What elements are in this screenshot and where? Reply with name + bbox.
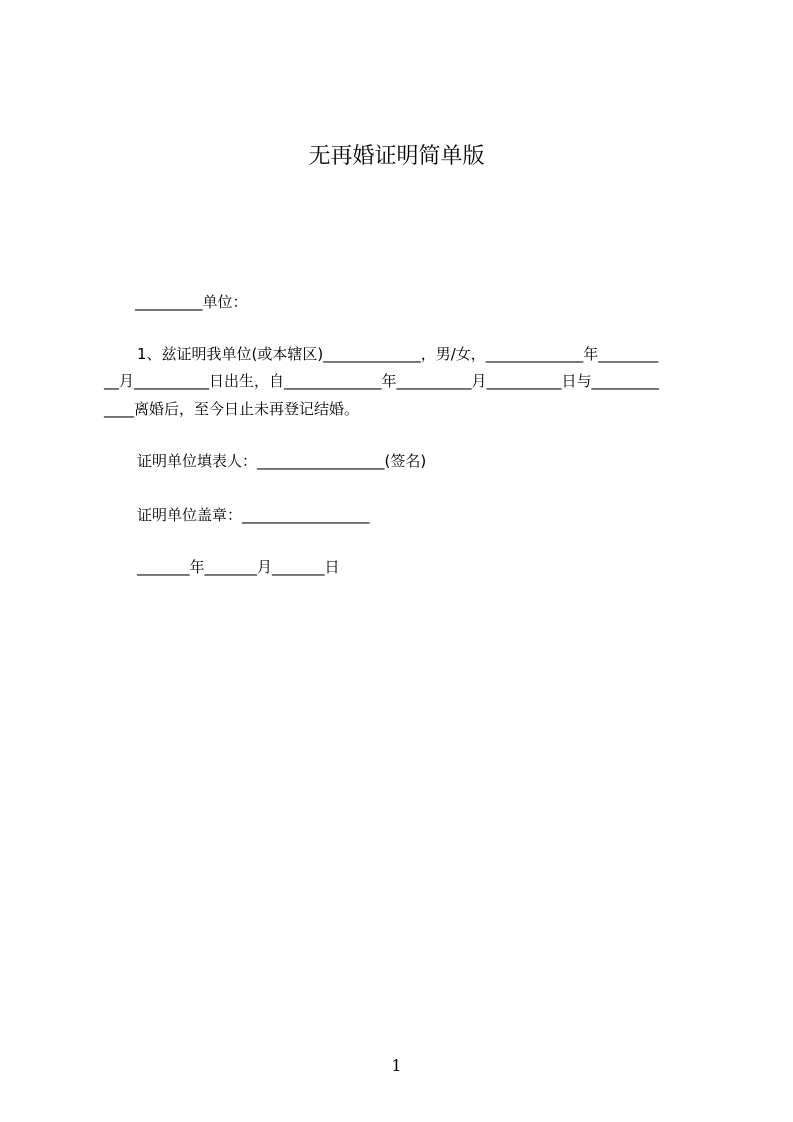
addressee-line: _________单位：	[135, 293, 248, 311]
document-title: 无再婚证明简单版	[308, 144, 485, 169]
certification-line-1: 1、兹证明我单位(或本辖区)_____________，男/女，_____________年________	[137, 345, 659, 363]
seal-line: 证明单位盖章：_________________	[137, 506, 370, 524]
filler-signature-line: 证明单位填表人：_________________(签名)	[137, 452, 427, 470]
certification-line-3: ____离婚后，至今日止未再登记结婚。	[104, 400, 360, 418]
certification-line-2: __月__________日出生，自_____________年__________月__________日与_________	[104, 372, 660, 390]
page-number: 1	[391, 1056, 402, 1075]
date-line: _______年_______月_______日	[137, 558, 340, 576]
